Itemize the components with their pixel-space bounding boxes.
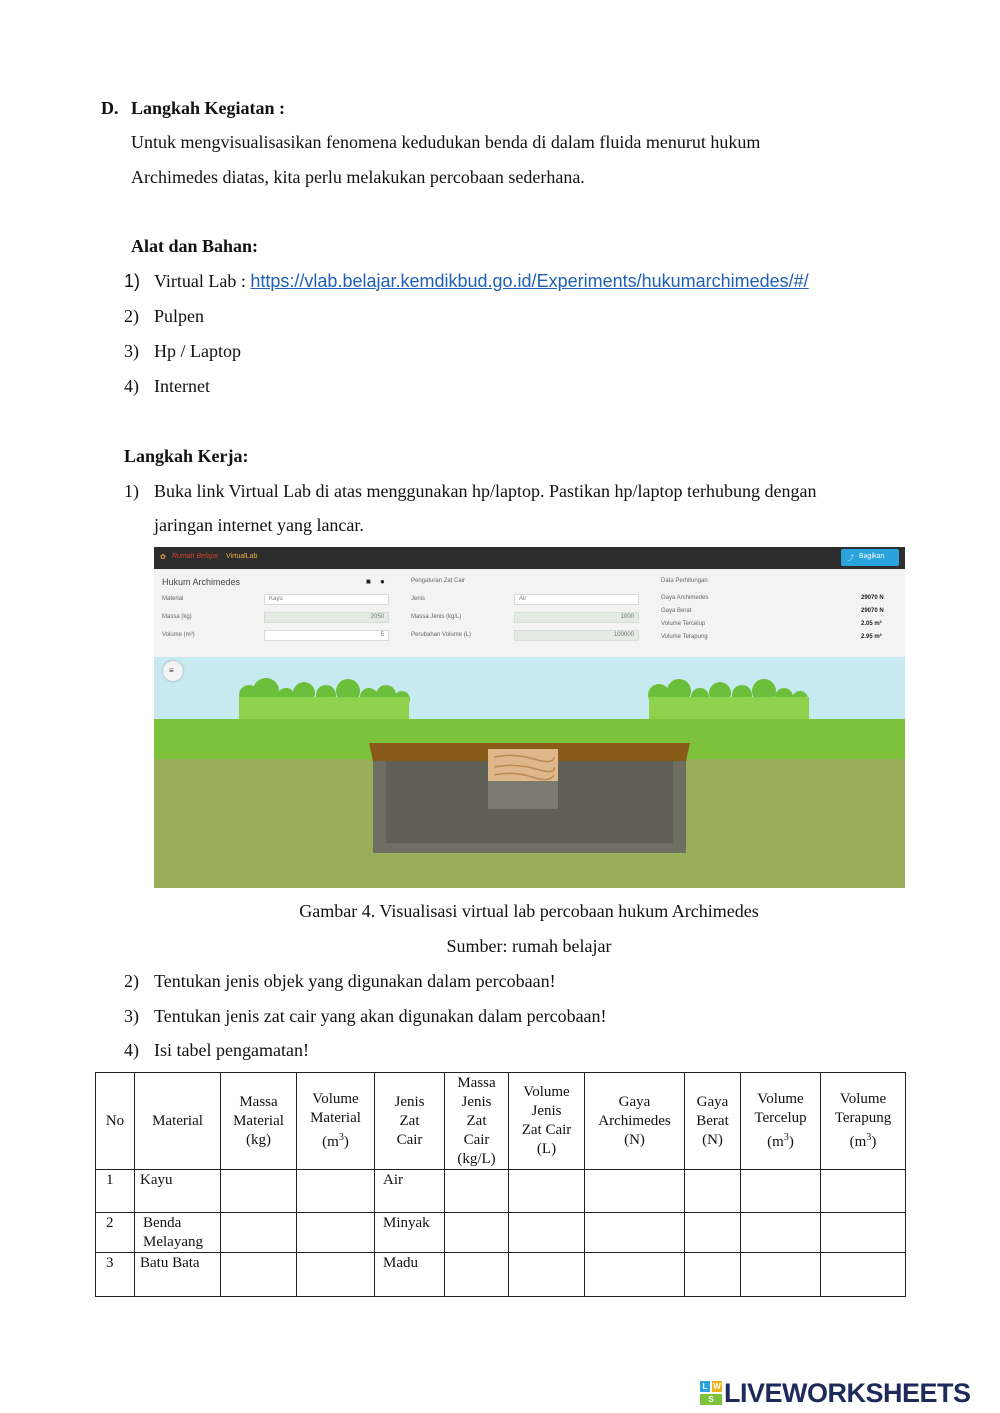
hdr-sup: 3: [338, 1132, 344, 1143]
tool-item-2: Pulpen: [154, 306, 205, 326]
cell-input[interactable]: [685, 1170, 741, 1213]
hdr-text: Volume: [312, 1091, 359, 1107]
data-label-2: Gaya Berat: [661, 608, 692, 614]
cell-input[interactable]: [685, 1213, 741, 1253]
brand-icon: ✿: [160, 554, 166, 561]
data-value-2: 29070 N: [861, 608, 884, 614]
data-label-4: Volume Terapung: [661, 634, 708, 640]
hdr-text: (m: [767, 1134, 784, 1150]
table-row: [96, 1213, 906, 1253]
step-2: Tentukan jenis objek yang digunakan dalam percobaan!: [154, 971, 556, 991]
hdr-text: ): [788, 1134, 794, 1150]
virtual-lab-link[interactable]: https://vlab.belajar.kemdikbud.go.id/Experiments/hukumarchimedes/#/: [250, 271, 809, 291]
tool-item-3: Hp / Laptop: [154, 341, 241, 361]
material-value: Kayu: [269, 596, 283, 602]
caption-line-2: Sumber: rumah belajar: [446, 936, 612, 956]
lab-top-bar: [154, 547, 905, 569]
hdr-text: Jenis: [394, 1093, 425, 1110]
hdr-text: Zat: [399, 1112, 420, 1129]
table-row: [96, 1253, 906, 1297]
step-num-2: 2): [124, 971, 139, 991]
volume-label: Volume (m³): [162, 632, 195, 638]
hdr-text: Tercelup: [754, 1110, 807, 1126]
massa-jenis-field[interactable]: 1000: [514, 612, 639, 623]
massa-field[interactable]: 2050: [264, 612, 389, 623]
data-value-1: 29070 N: [861, 595, 884, 601]
header-material: Material: [135, 1073, 221, 1170]
cell-input[interactable]: [509, 1213, 585, 1253]
lab-right-title: Data Perhitungan: [661, 578, 708, 584]
intro-line-2: Archimedes diatas, kita perlu melakukan percobaan sederhana.: [131, 167, 585, 187]
hdr-text: Zat Cair: [521, 1122, 572, 1138]
hdr-text: (L): [536, 1141, 557, 1157]
perubahan-field[interactable]: 100000: [514, 630, 639, 641]
jenis-value: Air: [519, 596, 527, 602]
lab-mid-title: Pengaturan Zat Cair: [411, 578, 466, 584]
step-num-4: 4): [124, 1040, 139, 1060]
hdr-sup: 3: [783, 1132, 789, 1143]
hdr-text: Gaya: [618, 1093, 651, 1110]
steps-heading: Langkah Kerja:: [124, 446, 249, 466]
hdr-text: (kg/L): [457, 1150, 496, 1167]
intro-line-1: Untuk mengvisualisasikan fenomena kedudukan benda di dalam fluida menurut hukum: [131, 132, 761, 152]
logo-letter-w: W: [713, 1382, 721, 1391]
logo-letter-s: S: [700, 1394, 722, 1405]
share-icon: ⤴: [847, 555, 854, 562]
cell-material: Batu Bata: [135, 1253, 221, 1297]
massa-jenis-label: Massa Jenis (kg/L): [411, 614, 462, 620]
hdr-text: Massa: [457, 1074, 496, 1091]
step-3: Tentukan jenis zat cair yang akan digunakan dalam percobaan!: [154, 1006, 607, 1026]
material-select[interactable]: [264, 594, 389, 605]
hdr-text: (m: [849, 1134, 867, 1150]
data-value-3: 2.05 m³: [861, 621, 882, 627]
cell-input[interactable]: [509, 1253, 585, 1297]
help-icon[interactable]: ●: [380, 577, 385, 586]
massa-label: Massa (kg): [162, 614, 192, 620]
cell-input[interactable]: [509, 1170, 585, 1213]
brand-sub: VirtualLab: [226, 553, 258, 560]
logo-mark-icon: [700, 1381, 722, 1405]
lab-left-title: Hukum Archimedes: [162, 577, 241, 587]
cell-input[interactable]: [221, 1213, 297, 1253]
hdr-text: Cair: [396, 1131, 423, 1148]
data-value-4: 2.95 m³: [861, 634, 882, 640]
hdr-text: (m: [322, 1134, 339, 1150]
hdr-text: Gaya: [696, 1093, 729, 1110]
jenis-select[interactable]: [514, 594, 639, 605]
cell-input[interactable]: [741, 1253, 821, 1297]
logo-text: LIVEWORKSHEETS: [724, 1378, 971, 1408]
hdr-text: Material: [310, 1110, 361, 1126]
table-row: [96, 1170, 906, 1213]
hdr-text: (N): [624, 1131, 645, 1148]
share-label: Bagikan: [859, 553, 885, 560]
hdr-text: Volume: [839, 1091, 887, 1107]
share-button[interactable]: [841, 549, 899, 566]
lab-settings-panel: [154, 569, 905, 658]
section-letter: D.: [101, 98, 119, 118]
brand-name: Rumah Belajar: [172, 553, 219, 560]
perubahan-label: Perubahan Volume (L): [411, 632, 472, 638]
cell-input[interactable]: [585, 1213, 685, 1253]
tool-num-1: 1): [124, 271, 141, 291]
cell-input[interactable]: [585, 1170, 685, 1213]
material-label: Material: [162, 596, 184, 602]
hdr-text: Zat: [466, 1112, 487, 1129]
logo-letter-l: L: [700, 1381, 710, 1392]
header-volume-terapung: [821, 1073, 906, 1170]
jenis-label: Jenis: [411, 596, 426, 602]
tool-item-4: Internet: [154, 376, 210, 396]
header-jenis-zat-cair: [375, 1073, 445, 1170]
cell-input[interactable]: [821, 1253, 906, 1297]
cell-input[interactable]: [445, 1253, 509, 1297]
step-num-3: 3): [124, 1006, 139, 1026]
virtual-lab-screenshot: [154, 547, 905, 888]
cell-input[interactable]: [741, 1213, 821, 1253]
cell-input[interactable]: [585, 1253, 685, 1297]
step-4: Isi tabel pengamatan!: [154, 1040, 309, 1060]
hdr-text: Massa: [239, 1093, 278, 1110]
tool-num-3: 3): [124, 341, 139, 361]
cell-input[interactable]: [221, 1253, 297, 1297]
cell-input[interactable]: [685, 1253, 741, 1297]
cell-no: 1: [96, 1170, 135, 1213]
header-gaya-berat: [685, 1073, 741, 1170]
cell-no: 2: [96, 1213, 135, 1253]
cell-no: 3: [96, 1253, 135, 1297]
header-volume-jenis: [509, 1073, 585, 1170]
cell-input[interactable]: [221, 1170, 297, 1213]
tool-num-2: 2): [124, 306, 139, 326]
hdr-text: Cair: [463, 1131, 490, 1148]
section-title: Langkah Kegiatan :: [131, 98, 286, 118]
observation-table: [95, 1072, 906, 1297]
step-1-line-2: jaringan internet yang lancar.: [154, 515, 364, 535]
cell-input[interactable]: [741, 1170, 821, 1213]
menu-button[interactable]: [163, 661, 183, 681]
cell-input[interactable]: [821, 1213, 906, 1253]
tool-label-1: Virtual Lab :: [154, 271, 251, 291]
step-num-1: 1): [124, 481, 139, 501]
lab-scene: [154, 657, 905, 888]
cell-input[interactable]: [445, 1170, 509, 1213]
header-gaya-archimedes: [585, 1073, 685, 1170]
step-1-line-1: Buka link Virtual Lab di atas menggunakan hp/laptop. Pastikan hp/laptop terhubung dengan: [154, 481, 817, 501]
volume-field[interactable]: 5: [264, 630, 389, 641]
table-header-row: [96, 1073, 906, 1170]
cell-input[interactable]: [297, 1253, 375, 1297]
menu-icon: ≡: [169, 666, 174, 675]
tool-item-1: [154, 270, 809, 292]
data-label-1: Gaya Archimedes: [661, 595, 709, 601]
hdr-text: (kg): [246, 1131, 271, 1148]
hdr-text: Jenis: [461, 1093, 492, 1110]
cell-input[interactable]: [297, 1170, 375, 1213]
header-volume-material: [297, 1073, 375, 1170]
cell-zat-cair: Air: [375, 1170, 445, 1213]
tools-heading: Alat dan Bahan:: [131, 236, 259, 256]
hdr-text: Material: [233, 1112, 284, 1129]
hdr-text: Jenis: [531, 1103, 562, 1119]
hdr-text: ): [871, 1134, 877, 1150]
cell-input[interactable]: [821, 1170, 906, 1213]
hdr-text: Volume: [523, 1084, 570, 1100]
cell-input[interactable]: [445, 1213, 509, 1253]
hdr-sup: 3: [866, 1132, 872, 1143]
cell-input[interactable]: [297, 1213, 375, 1253]
header-massa-jenis: [445, 1073, 509, 1170]
hdr-text: (N): [702, 1131, 723, 1148]
caption-line-1: Gambar 4. Visualisasi virtual lab percobaan hukum Archimedes: [299, 901, 759, 921]
cell-zat-cair: Madu: [375, 1253, 445, 1297]
hdr-text: Archimedes: [598, 1112, 671, 1129]
cell-material: Kayu: [135, 1170, 221, 1213]
hdr-text: ): [343, 1134, 349, 1150]
tool-num-4: 4): [124, 376, 139, 396]
cell-zat-cair: Minyak: [375, 1213, 445, 1253]
wood-block: [488, 749, 558, 781]
hdr-text: Berat: [696, 1112, 729, 1129]
header-volume-tercelup: [741, 1073, 821, 1170]
hdr-text: Volume: [757, 1091, 804, 1107]
header-massa-material: [221, 1073, 297, 1170]
save-icon[interactable]: ■: [366, 577, 371, 586]
data-label-3: Volume Tercelup: [661, 621, 706, 627]
cell-material: Benda Melayang: [135, 1213, 221, 1253]
hdr-text: Terapung: [834, 1110, 892, 1126]
header-no: No: [96, 1073, 135, 1170]
